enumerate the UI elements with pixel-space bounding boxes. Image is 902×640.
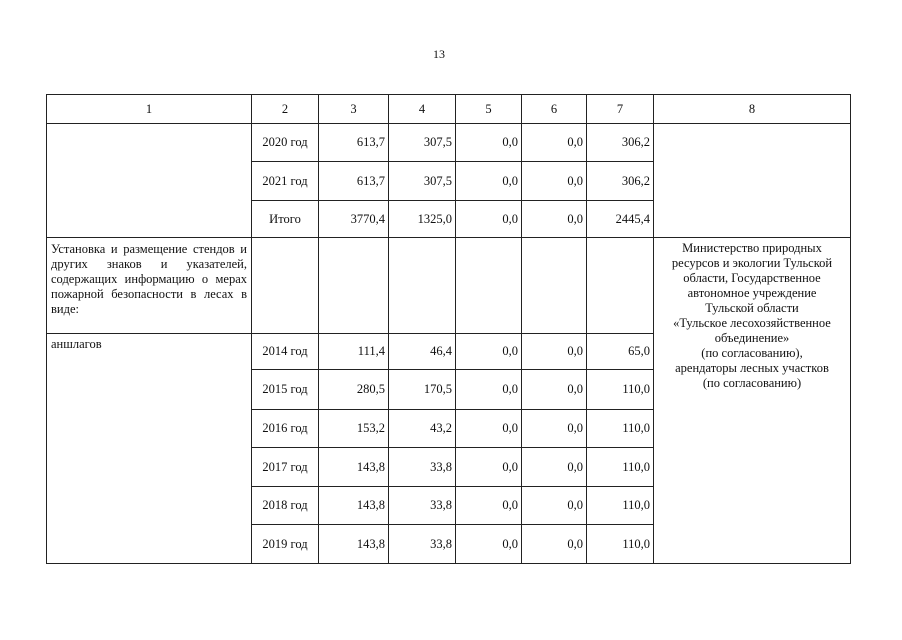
value-cell: 143,8 [319,525,389,564]
value-cell: 613,7 [319,162,389,201]
value-cell: 1325,0 [389,201,456,238]
value-cell: 0,0 [456,525,522,564]
responsible-executors [654,238,851,564]
value-cell: 33,8 [389,448,456,487]
value-cell: 306,2 [587,124,654,162]
column-number-row [47,95,851,124]
responsible-line: арендаторы лесных участков [675,361,829,375]
value-cell: 110,0 [587,370,654,410]
activity-description: Установка и размещение стендов и других знаков и указателей, содержащих информацию о мерах пожарной безопасности в лесах в виде: [47,238,252,334]
column-header: 3 [319,95,389,124]
total-label: Итого [252,201,319,238]
empty-activity-cell [47,124,252,238]
value-cell: 153,2 [319,410,389,448]
empty-cell [587,238,654,334]
table-row [47,124,851,162]
value-cell: 307,5 [389,162,456,201]
column-header: 2 [252,95,319,124]
responsible-line: области, Государственное [683,271,821,285]
responsible-line: объединение» [714,331,790,345]
value-cell: 0,0 [522,334,587,370]
value-cell: 0,0 [522,124,587,162]
value-cell: 143,8 [319,487,389,525]
value-cell: 170,5 [389,370,456,410]
activity-row [47,238,851,334]
sub-item-label: аншлагов [47,334,252,564]
empty-cell [389,238,456,334]
column-header: 1 [47,95,252,124]
year-cell: 2020 год [252,124,319,162]
value-cell: 0,0 [456,124,522,162]
value-cell: 0,0 [456,162,522,201]
year-cell: 2021 год [252,162,319,201]
value-cell: 0,0 [456,334,522,370]
value-cell: 43,2 [389,410,456,448]
value-cell: 33,8 [389,487,456,525]
value-cell: 0,0 [522,448,587,487]
value-cell: 3770,4 [319,201,389,238]
year-cell: 2018 год [252,487,319,525]
value-cell: 0,0 [522,201,587,238]
value-cell: 0,0 [522,487,587,525]
year-cell: 2015 год [252,370,319,410]
empty-cell [456,238,522,334]
empty-cell [252,238,319,334]
value-cell: 110,0 [587,448,654,487]
value-cell: 33,8 [389,525,456,564]
empty-cell [319,238,389,334]
value-cell: 0,0 [522,525,587,564]
value-cell: 65,0 [587,334,654,370]
value-cell: 0,0 [456,487,522,525]
value-cell: 111,4 [319,334,389,370]
year-cell: 2016 год [252,410,319,448]
year-cell: 2019 год [252,525,319,564]
value-cell: 0,0 [456,448,522,487]
value-cell: 110,0 [587,487,654,525]
value-cell: 143,8 [319,448,389,487]
column-header: 7 [587,95,654,124]
value-cell: 0,0 [456,410,522,448]
value-cell: 110,0 [587,525,654,564]
responsible-line: (по согласованию) [702,376,802,390]
year-cell: 2017 год [252,448,319,487]
responsible-line: «Тульское лесохозяйственное [673,316,831,330]
empty-cell [522,238,587,334]
responsible-line: Министерство природных [682,241,822,255]
page-number: 13 [433,47,445,61]
responsible-line: автономное учреждение [687,286,817,300]
value-cell: 306,2 [587,162,654,201]
value-cell: 0,0 [522,162,587,201]
responsible-line: (по согласованию), [701,346,803,360]
value-cell: 0,0 [456,201,522,238]
empty-responsible-cell [654,124,851,238]
value-cell: 613,7 [319,124,389,162]
value-cell: 280,5 [319,370,389,410]
value-cell: 0,0 [522,410,587,448]
responsible-line: ресурсов и экологии Тульской [671,256,833,270]
value-cell: 46,4 [389,334,456,370]
value-cell: 307,5 [389,124,456,162]
year-cell: 2014 год [252,334,319,370]
column-header: 6 [522,95,587,124]
value-cell: 110,0 [587,410,654,448]
funding-table [46,94,851,564]
column-header: 4 [389,95,456,124]
column-header: 8 [654,95,851,124]
column-header: 5 [456,95,522,124]
value-cell: 0,0 [456,370,522,410]
value-cell: 2445,4 [587,201,654,238]
value-cell: 0,0 [522,370,587,410]
responsible-line: Тульской области [705,301,799,315]
